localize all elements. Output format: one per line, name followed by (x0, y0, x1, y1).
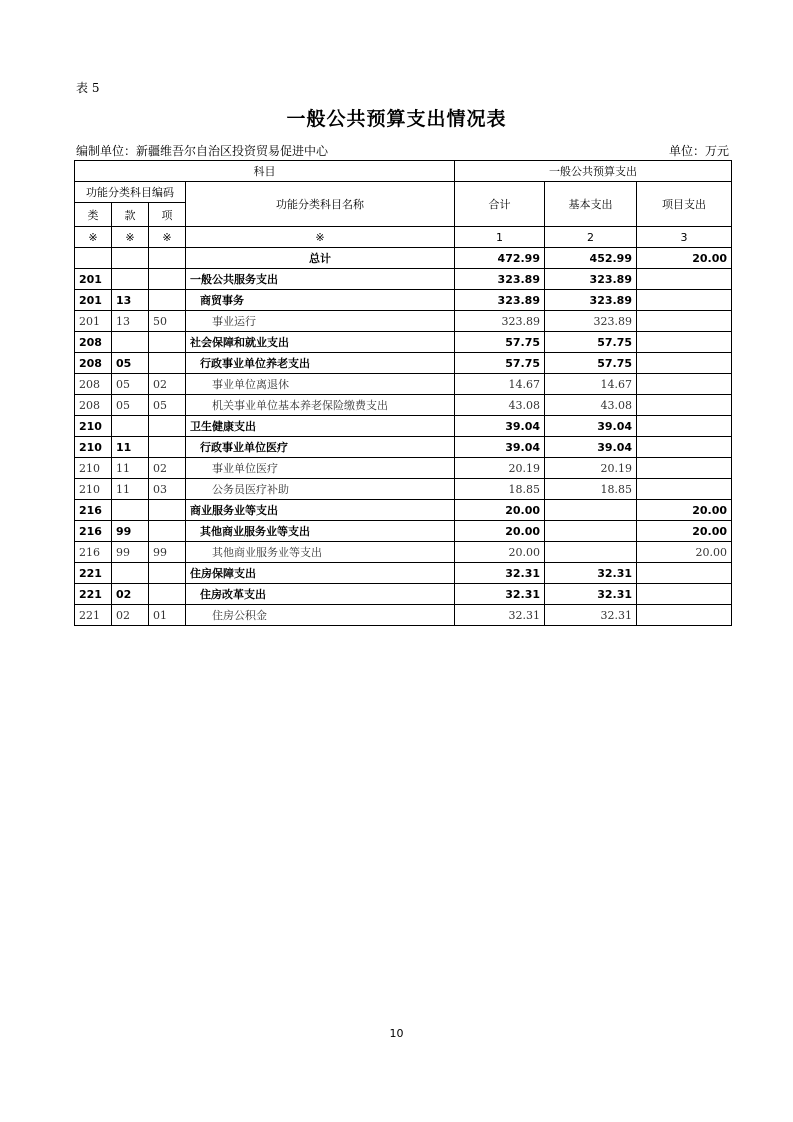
cell-name: 行政事业单位医疗 (186, 437, 455, 458)
cell-kuan: 11 (112, 479, 149, 500)
cell-kuan (112, 416, 149, 437)
cell-name: 商业服务业等支出 (186, 500, 455, 521)
header-basic: 基本支出 (545, 182, 637, 227)
cell-kuan: 11 (112, 458, 149, 479)
cell-lei: 221 (75, 605, 112, 626)
header-kuan: 款 (112, 203, 149, 227)
table-row (75, 458, 732, 479)
cell-project (637, 437, 732, 458)
cell-name: 总计 (186, 248, 455, 269)
cell-xiang (149, 500, 186, 521)
cell-total: 323.89 (455, 290, 545, 311)
table-number: 表 5 (76, 81, 100, 95)
cell-xiang: 02 (149, 458, 186, 479)
table-row (75, 605, 732, 626)
cell-basic (545, 542, 637, 563)
mark-kuan: ※ (112, 227, 149, 248)
cell-lei: 208 (75, 332, 112, 353)
cell-project (637, 479, 732, 500)
cell-total: 32.31 (455, 605, 545, 626)
header-row-4 (75, 227, 732, 248)
cell-project (637, 584, 732, 605)
cell-total: 20.19 (455, 458, 545, 479)
cell-kuan: 13 (112, 311, 149, 332)
cell-total: 57.75 (455, 353, 545, 374)
cell-lei: 216 (75, 542, 112, 563)
cell-total: 39.04 (455, 416, 545, 437)
cell-lei: 208 (75, 395, 112, 416)
cell-name: 住房改革支出 (186, 584, 455, 605)
cell-project (637, 395, 732, 416)
cell-lei: 216 (75, 521, 112, 542)
cell-name: 其他商业服务业等支出 (186, 542, 455, 563)
table-row (75, 500, 732, 521)
cell-xiang: 05 (149, 395, 186, 416)
cell-xiang (149, 290, 186, 311)
col-index-1: 1 (455, 227, 545, 248)
cell-total: 472.99 (455, 248, 545, 269)
table-row (75, 416, 732, 437)
cell-kuan: 99 (112, 521, 149, 542)
cell-project (637, 374, 732, 395)
cell-xiang (149, 563, 186, 584)
table-row (75, 332, 732, 353)
cell-total: 20.00 (455, 542, 545, 563)
cell-name: 一般公共服务支出 (186, 269, 455, 290)
cell-basic: 57.75 (545, 332, 637, 353)
col-index-2: 2 (545, 227, 637, 248)
cell-name: 住房保障支出 (186, 563, 455, 584)
cell-project (637, 269, 732, 290)
table-row (75, 563, 732, 584)
cell-project (637, 416, 732, 437)
cell-lei: 201 (75, 311, 112, 332)
header-code-group: 功能分类科目编码 (75, 182, 186, 203)
cell-xiang: 01 (149, 605, 186, 626)
cell-lei (75, 248, 112, 269)
cell-basic: 32.31 (545, 563, 637, 584)
mark-xiang: ※ (149, 227, 186, 248)
cell-total: 43.08 (455, 395, 545, 416)
table-row (75, 521, 732, 542)
cell-project: 20.00 (637, 248, 732, 269)
cell-total: 323.89 (455, 269, 545, 290)
cell-project (637, 311, 732, 332)
cell-basic: 323.89 (545, 290, 637, 311)
cell-lei: 210 (75, 458, 112, 479)
cell-lei: 221 (75, 584, 112, 605)
table-row (75, 290, 732, 311)
cell-basic: 14.67 (545, 374, 637, 395)
cell-total: 57.75 (455, 332, 545, 353)
cell-lei: 210 (75, 416, 112, 437)
cell-basic: 32.31 (545, 605, 637, 626)
cell-basic: 323.89 (545, 269, 637, 290)
page-number: 10 (389, 1027, 404, 1040)
cell-basic: 57.75 (545, 353, 637, 374)
table-row (75, 437, 732, 458)
cell-lei: 208 (75, 353, 112, 374)
cell-name: 事业运行 (186, 311, 455, 332)
cell-name: 住房公积金 (186, 605, 455, 626)
cell-project: 20.00 (637, 500, 732, 521)
cell-basic (545, 521, 637, 542)
cell-kuan: 02 (112, 584, 149, 605)
cell-total: 14.67 (455, 374, 545, 395)
currency-unit: 单位：万元 (668, 144, 729, 158)
header-budget-group: 一般公共预算支出 (455, 161, 732, 182)
header-row-1 (75, 161, 732, 182)
cell-xiang (149, 416, 186, 437)
cell-name: 机关事业单位基本养老保险缴费支出 (186, 395, 455, 416)
header-subject: 科目 (75, 161, 455, 182)
header-total: 合计 (455, 182, 545, 227)
table-row (75, 479, 732, 500)
cell-kuan: 05 (112, 395, 149, 416)
table-row (75, 353, 732, 374)
cell-lei: 216 (75, 500, 112, 521)
cell-xiang: 02 (149, 374, 186, 395)
table-row (75, 584, 732, 605)
cell-basic: 452.99 (545, 248, 637, 269)
cell-project (637, 563, 732, 584)
table-row (75, 542, 732, 563)
cell-name: 社会保障和就业支出 (186, 332, 455, 353)
compiling-unit: 编制单位：新疆维吾尔自治区投资贸易促进中心 (76, 144, 329, 158)
cell-kuan: 13 (112, 290, 149, 311)
cell-basic: 43.08 (545, 395, 637, 416)
cell-name: 公务员医疗补助 (186, 479, 455, 500)
header-xiang: 项 (149, 203, 186, 227)
cell-kuan: 99 (112, 542, 149, 563)
cell-kuan (112, 500, 149, 521)
cell-lei: 201 (75, 269, 112, 290)
cell-basic: 39.04 (545, 437, 637, 458)
col-index-3: 3 (637, 227, 732, 248)
cell-xiang: 50 (149, 311, 186, 332)
cell-total: 32.31 (455, 584, 545, 605)
cell-name: 事业单位医疗 (186, 458, 455, 479)
cell-xiang (149, 269, 186, 290)
budget-table (74, 160, 732, 626)
cell-name: 商贸事务 (186, 290, 455, 311)
page-title: 一般公共预算支出情况表 (286, 108, 507, 130)
cell-name: 其他商业服务业等支出 (186, 521, 455, 542)
cell-basic: 32.31 (545, 584, 637, 605)
cell-kuan (112, 563, 149, 584)
cell-project: 20.00 (637, 521, 732, 542)
cell-kuan: 02 (112, 605, 149, 626)
table-row-total (75, 248, 732, 269)
cell-basic (545, 500, 637, 521)
cell-name: 卫生健康支出 (186, 416, 455, 437)
cell-xiang (149, 437, 186, 458)
header-lei: 类 (75, 203, 112, 227)
cell-xiang (149, 332, 186, 353)
table-row (75, 374, 732, 395)
cell-basic: 18.85 (545, 479, 637, 500)
cell-lei: 201 (75, 290, 112, 311)
cell-kuan: 05 (112, 353, 149, 374)
header-row-2 (75, 182, 732, 203)
mark-lei: ※ (75, 227, 112, 248)
table-row (75, 395, 732, 416)
mark-name: ※ (186, 227, 455, 248)
cell-name: 行政事业单位养老支出 (186, 353, 455, 374)
cell-lei: 210 (75, 479, 112, 500)
table-row (75, 269, 732, 290)
cell-lei: 208 (75, 374, 112, 395)
cell-basic: 323.89 (545, 311, 637, 332)
cell-total: 39.04 (455, 437, 545, 458)
table-row (75, 311, 732, 332)
cell-total: 20.00 (455, 521, 545, 542)
cell-kuan: 11 (112, 437, 149, 458)
header-name: 功能分类科目名称 (186, 182, 455, 227)
cell-xiang: 03 (149, 479, 186, 500)
cell-total: 18.85 (455, 479, 545, 500)
cell-xiang (149, 521, 186, 542)
cell-kuan (112, 248, 149, 269)
cell-basic: 20.19 (545, 458, 637, 479)
cell-kuan: 05 (112, 374, 149, 395)
cell-kuan (112, 332, 149, 353)
cell-project: 20.00 (637, 542, 732, 563)
cell-xiang (149, 353, 186, 374)
cell-lei: 221 (75, 563, 112, 584)
cell-total: 32.31 (455, 563, 545, 584)
cell-project (637, 458, 732, 479)
cell-total: 20.00 (455, 500, 545, 521)
cell-xiang (149, 584, 186, 605)
cell-lei: 210 (75, 437, 112, 458)
cell-total: 323.89 (455, 311, 545, 332)
header-project: 项目支出 (637, 182, 732, 227)
cell-project (637, 605, 732, 626)
cell-project (637, 332, 732, 353)
cell-kuan (112, 269, 149, 290)
cell-xiang (149, 248, 186, 269)
cell-basic: 39.04 (545, 416, 637, 437)
cell-project (637, 290, 732, 311)
cell-project (637, 353, 732, 374)
cell-xiang: 99 (149, 542, 186, 563)
cell-name: 事业单位离退休 (186, 374, 455, 395)
